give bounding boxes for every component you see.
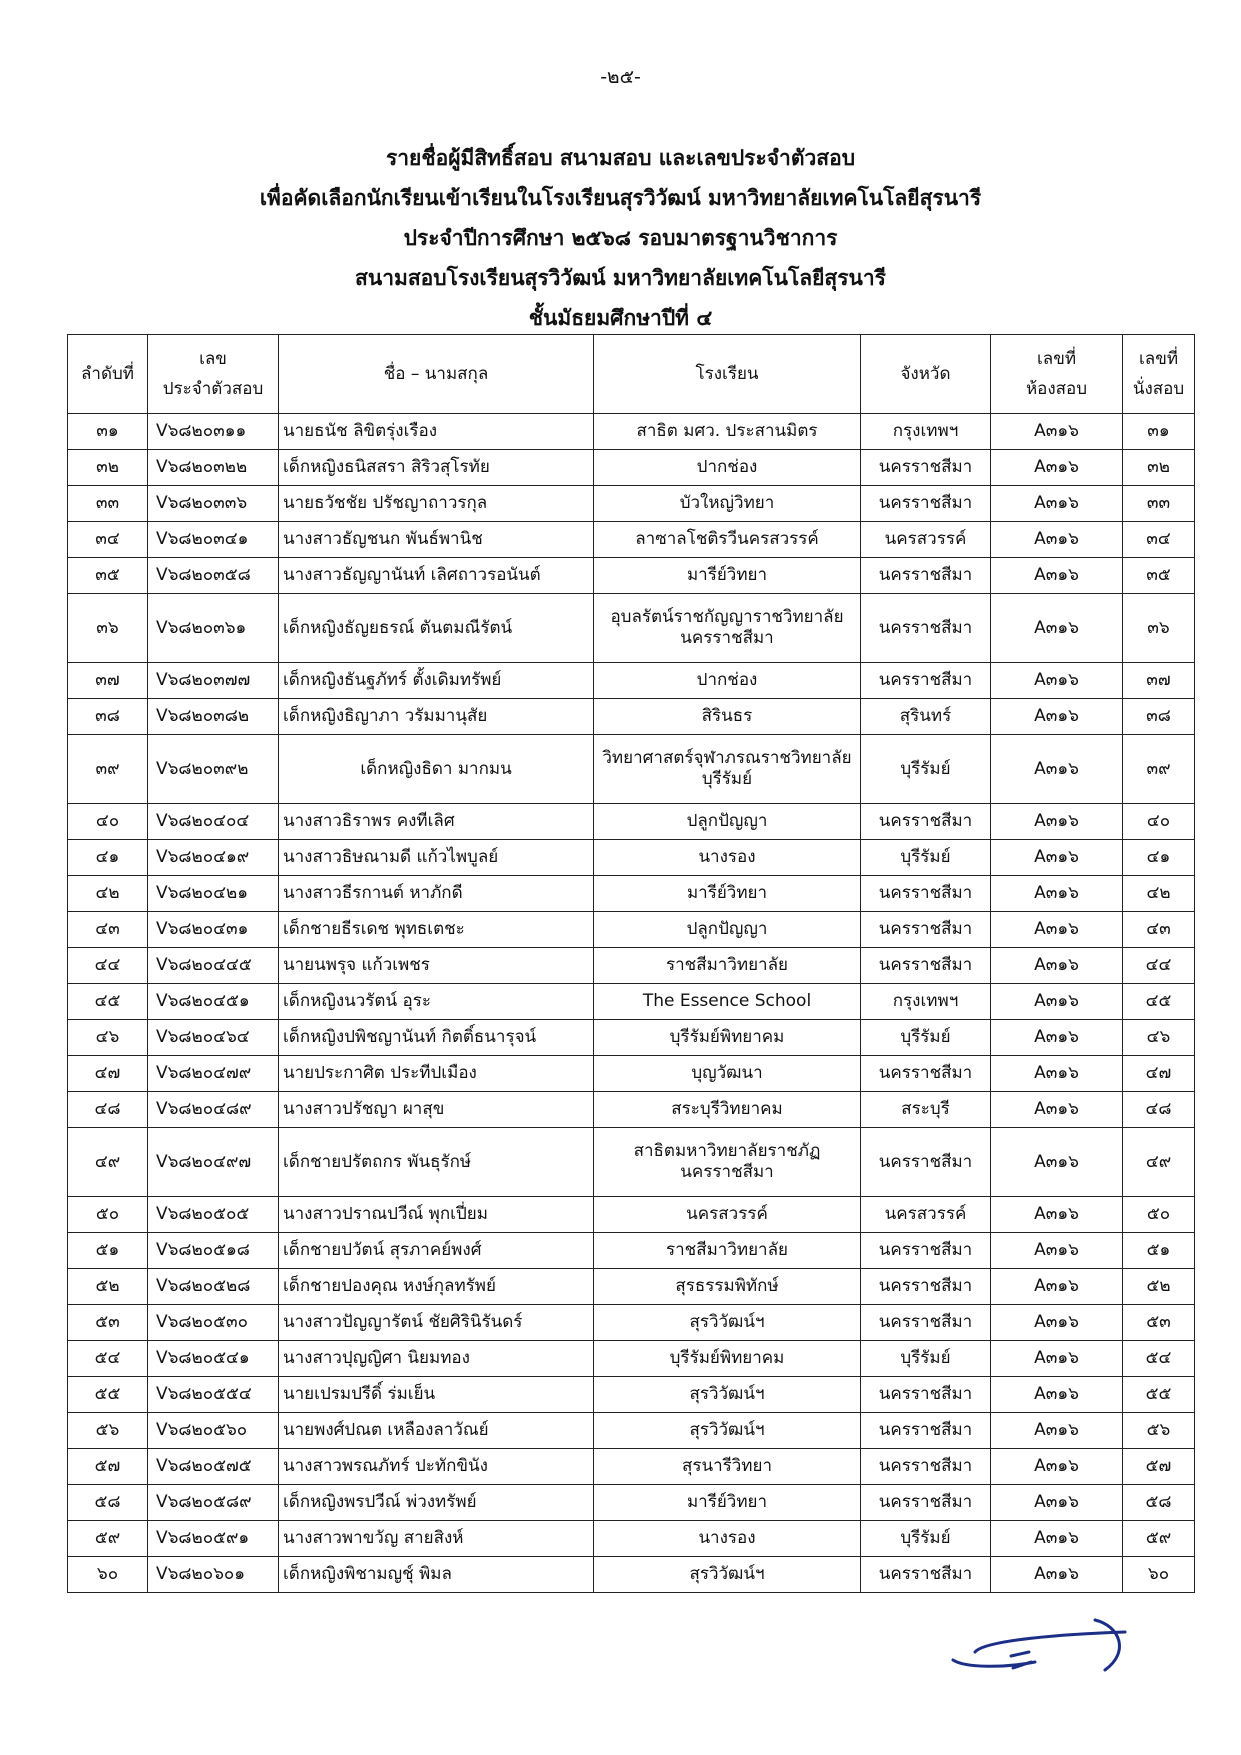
- cell-name: นายเปรมปรีดิ์ ร่มเย็น: [279, 1377, 594, 1413]
- cell-province: นครราชสีมา: [861, 594, 991, 663]
- cell-school: The Essence School: [594, 984, 861, 1020]
- table-row: [68, 984, 1195, 1020]
- cell-school: วิทยาศาสตร์จุฬาภรณราชวิทยาลัย บุรีรัมย์: [594, 735, 861, 804]
- cell-seat: ๔๖: [1123, 1020, 1195, 1056]
- table-row: [68, 1128, 1195, 1197]
- cell-id: V๖๘๒๐๓๓๖: [148, 486, 279, 522]
- cell-province: นครราชสีมา: [861, 948, 991, 984]
- cell-school: สุรวิวัฒน์ฯ: [594, 1413, 861, 1449]
- table-row: [68, 594, 1195, 663]
- header-school: [594, 335, 861, 414]
- cell-seat: ๓๓: [1123, 486, 1195, 522]
- table-row: [68, 1233, 1195, 1269]
- cell-school: สุรวิวัฒน์ฯ: [594, 1305, 861, 1341]
- table-row: [68, 1092, 1195, 1128]
- table-row: [68, 1056, 1195, 1092]
- cell-seat: ๓๖: [1123, 594, 1195, 663]
- cell-name: เด็กชายปวัตน์ สุรภาคย์พงศ์: [279, 1233, 594, 1269]
- cell-school: สิรินธร: [594, 699, 861, 735]
- cell-seq: ๔๕: [68, 984, 148, 1020]
- document-header: [0, 138, 1241, 338]
- cell-province: นครราชสีมา: [861, 1233, 991, 1269]
- cell-room: A๓๑๖: [991, 699, 1123, 735]
- header-name: [279, 335, 594, 414]
- cell-school: นครสวรรค์: [594, 1197, 861, 1233]
- cell-seat: ๔๗: [1123, 1056, 1195, 1092]
- cell-seat: ๕๑: [1123, 1233, 1195, 1269]
- cell-seat: ๓๕: [1123, 558, 1195, 594]
- cell-province: บุรีรัมย์: [861, 735, 991, 804]
- cell-name: นางสาวปราณปวีณ์ พุกเปี่ยม: [279, 1197, 594, 1233]
- cell-room: A๓๑๖: [991, 948, 1123, 984]
- header-room-line2: ห้องสอบ: [1025, 379, 1088, 399]
- cell-name: เด็กหญิงธันฐภัทร์ ตั้งเดิมทรัพย์: [279, 663, 594, 699]
- cell-room: A๓๑๖: [991, 1056, 1123, 1092]
- cell-school: มารีย์วิทยา: [594, 558, 861, 594]
- cell-room: A๓๑๖: [991, 804, 1123, 840]
- cell-id: V๖๘๒๐๓๖๑: [148, 594, 279, 663]
- header-id-line2: ประจำตัวสอบ: [162, 379, 264, 399]
- cell-room: A๓๑๖: [991, 1449, 1123, 1485]
- cell-name: เด็กหญิงพรปวีณ์ พ่วงทรัพย์: [279, 1485, 594, 1521]
- cell-province: นครสวรรค์: [861, 1197, 991, 1233]
- table-row: [68, 1413, 1195, 1449]
- cell-id: V๖๘๒๐๓๘๒: [148, 699, 279, 735]
- cell-name: เด็กหญิงปพิชญานันท์ กิตติ์ธนารุจน์: [279, 1020, 594, 1056]
- table-row: [68, 663, 1195, 699]
- header-room: [991, 335, 1123, 414]
- cell-seat: ๕๗: [1123, 1449, 1195, 1485]
- cell-id: V๖๘๒๐๕๑๘: [148, 1233, 279, 1269]
- cell-seat: ๓๑: [1123, 414, 1195, 450]
- header-line-5: ชั้นมัธยมศึกษาปีที่ ๔: [528, 306, 713, 330]
- cell-name: เด็กหญิงธนิสสรา สิริวสุโรทัย: [279, 450, 594, 486]
- cell-id: V๖๘๒๐๔๐๔: [148, 804, 279, 840]
- cell-room: A๓๑๖: [991, 1377, 1123, 1413]
- cell-seat: ๕๓: [1123, 1305, 1195, 1341]
- cell-id: V๖๘๒๐๕๖๐: [148, 1413, 279, 1449]
- cell-province: นครสวรรค์: [861, 522, 991, 558]
- cell-school: ปากช่อง: [594, 663, 861, 699]
- cell-id: V๖๘๒๐๔๒๑: [148, 876, 279, 912]
- cell-id: V๖๘๒๐๔๗๙: [148, 1056, 279, 1092]
- cell-room: A๓๑๖: [991, 876, 1123, 912]
- cell-province: นครราชสีมา: [861, 558, 991, 594]
- cell-seat: ๓๗: [1123, 663, 1195, 699]
- cell-name: นางสาวพาขวัญ สายสิงห์: [279, 1521, 594, 1557]
- cell-seq: ๕๓: [68, 1305, 148, 1341]
- cell-name: นางสาวปรัชญา ผาสุข: [279, 1092, 594, 1128]
- signature-mark: [945, 1612, 1145, 1682]
- cell-id: V๖๘๒๐๕๙๑: [148, 1521, 279, 1557]
- cell-province: นครราชสีมา: [861, 1557, 991, 1593]
- cell-room: A๓๑๖: [991, 1521, 1123, 1557]
- cell-school: สุรธรรมพิทักษ์: [594, 1269, 861, 1305]
- cell-seq: ๕๒: [68, 1269, 148, 1305]
- cell-province: สุรินทร์: [861, 699, 991, 735]
- cell-province: นครราชสีมา: [861, 1056, 991, 1092]
- cell-room: A๓๑๖: [991, 1233, 1123, 1269]
- cell-seat: ๓๘: [1123, 699, 1195, 735]
- cell-province: บุรีรัมย์: [861, 1521, 991, 1557]
- cell-id: V๖๘๒๐๕๒๘: [148, 1269, 279, 1305]
- cell-id: V๖๘๒๐๔๓๑: [148, 912, 279, 948]
- cell-province: บุรีรัมย์: [861, 840, 991, 876]
- cell-province: นครราชสีมา: [861, 1128, 991, 1197]
- table-row: [68, 1341, 1195, 1377]
- cell-id: V๖๘๒๐๕๘๙: [148, 1485, 279, 1521]
- cell-room: A๓๑๖: [991, 1197, 1123, 1233]
- table-row: [68, 1521, 1195, 1557]
- cell-id: V๖๘๒๐๓๑๑: [148, 414, 279, 450]
- cell-room: A๓๑๖: [991, 1305, 1123, 1341]
- cell-school: มารีย์วิทยา: [594, 876, 861, 912]
- cell-room: A๓๑๖: [991, 450, 1123, 486]
- cell-room: A๓๑๖: [991, 1092, 1123, 1128]
- cell-seat: ๓๒: [1123, 450, 1195, 486]
- cell-school: บุรีรัมย์พิทยาคม: [594, 1341, 861, 1377]
- header-line-3: ประจำปีการศึกษา ๒๕๖๘ รอบมาตรฐานวิชาการ: [403, 226, 838, 250]
- cell-name: นายธนัช ลิขิตรุ่งเรือง: [279, 414, 594, 450]
- table-row: [68, 1197, 1195, 1233]
- header-room-line1: เลขที่: [1036, 349, 1077, 369]
- header-province: [861, 335, 991, 414]
- cell-seat: ๕๙: [1123, 1521, 1195, 1557]
- cell-school: สระบุรีวิทยาคม: [594, 1092, 861, 1128]
- cell-seq: ๕๑: [68, 1233, 148, 1269]
- cell-name: นางสาวธัญชนก พันธ์พานิช: [279, 522, 594, 558]
- cell-seq: ๕๙: [68, 1521, 148, 1557]
- page-number: -๒๕-: [600, 66, 641, 88]
- cell-seq: ๓๒: [68, 450, 148, 486]
- cell-name: นางสาวธัญญานันท์ เลิศถาวรอนันต์: [279, 558, 594, 594]
- cell-province: นครราชสีมา: [861, 1413, 991, 1449]
- cell-name: นางสาวพรณภัทร์ ปะทักขินัง: [279, 1449, 594, 1485]
- cell-seq: ๔๓: [68, 912, 148, 948]
- cell-seq: ๕๖: [68, 1413, 148, 1449]
- cell-province: นครราชสีมา: [861, 1449, 991, 1485]
- cell-seat: ๓๙: [1123, 735, 1195, 804]
- table-row: [68, 1557, 1195, 1593]
- cell-id: V๖๘๒๐๖๐๑: [148, 1557, 279, 1593]
- cell-seq: ๔๙: [68, 1128, 148, 1197]
- cell-seq: ๓๘: [68, 699, 148, 735]
- cell-name: นางสาวปุญญิศา นิยมทอง: [279, 1341, 594, 1377]
- cell-name: นายนพรุจ แก้วเพชร: [279, 948, 594, 984]
- cell-seat: ๔๐: [1123, 804, 1195, 840]
- cell-province: กรุงเทพฯ: [861, 984, 991, 1020]
- table-row: [68, 840, 1195, 876]
- table-row: [68, 558, 1195, 594]
- cell-seat: ๕๒: [1123, 1269, 1195, 1305]
- cell-id: V๖๘๒๐๓๕๘: [148, 558, 279, 594]
- cell-id: V๖๘๒๐๓๒๒: [148, 450, 279, 486]
- header-id: [148, 335, 279, 414]
- cell-id: V๖๘๒๐๔๔๕: [148, 948, 279, 984]
- cell-province: นครราชสีมา: [861, 486, 991, 522]
- cell-school: สุรนารีวิทยา: [594, 1449, 861, 1485]
- cell-name: เด็กชายปรัตถกร พันธุรักษ์: [279, 1128, 594, 1197]
- cell-seat: ๔๙: [1123, 1128, 1195, 1197]
- header-seat-line2: นั่งสอบ: [1132, 379, 1185, 399]
- cell-school: สาธิตมหาวิทยาลัยราชภัฏ นครราชสีมา: [594, 1128, 861, 1197]
- table-row: [68, 948, 1195, 984]
- cell-school: ปลูกปัญญา: [594, 804, 861, 840]
- cell-province: บุรีรัมย์: [861, 1020, 991, 1056]
- cell-room: A๓๑๖: [991, 1485, 1123, 1521]
- cell-school: ปลูกปัญญา: [594, 912, 861, 948]
- cell-room: A๓๑๖: [991, 1341, 1123, 1377]
- cell-province: สระบุรี: [861, 1092, 991, 1128]
- cell-room: A๓๑๖: [991, 486, 1123, 522]
- header-school-label: โรงเรียน: [695, 364, 759, 384]
- table-row: [68, 1269, 1195, 1305]
- table-row: [68, 1449, 1195, 1485]
- cell-province: นครราชสีมา: [861, 1305, 991, 1341]
- table-row: [68, 486, 1195, 522]
- table-row: [68, 876, 1195, 912]
- cell-seq: ๖๐: [68, 1557, 148, 1593]
- cell-seat: ๓๔: [1123, 522, 1195, 558]
- cell-room: A๓๑๖: [991, 1020, 1123, 1056]
- table-row: [68, 699, 1195, 735]
- cell-province: นครราชสีมา: [861, 804, 991, 840]
- cell-id: V๖๘๒๐๕๗๕: [148, 1449, 279, 1485]
- cell-id: V๖๘๒๐๔๘๙: [148, 1092, 279, 1128]
- table-row: [68, 450, 1195, 486]
- cell-province: นครราชสีมา: [861, 1377, 991, 1413]
- cell-school: ราชสีมาวิทยาลัย: [594, 1233, 861, 1269]
- cell-name: นางสาวธิษณามดี แก้วไพบูลย์: [279, 840, 594, 876]
- header-line-1: รายชื่อผู้มีสิทธิ์สอบ สนามสอบ และเลขประจำตัวสอบ: [385, 146, 856, 170]
- cell-seq: ๓๓: [68, 486, 148, 522]
- header-line-2: เพื่อคัดเลือกนักเรียนเข้าเรียนในโรงเรียนสุรวิวัฒน์ มหาวิทยาลัยเทคโนโลยีสุรนารี: [259, 186, 982, 210]
- cell-seq: ๔๖: [68, 1020, 148, 1056]
- cell-province: นครราชสีมา: [861, 1269, 991, 1305]
- cell-name: เด็กหญิงนวรัตน์ อุระ: [279, 984, 594, 1020]
- cell-school: นางรอง: [594, 1521, 861, 1557]
- cell-room: A๓๑๖: [991, 414, 1123, 450]
- cell-province: นครราชสีมา: [861, 1485, 991, 1521]
- header-seq-label: ลำดับที่: [80, 364, 134, 384]
- cell-province: นครราชสีมา: [861, 663, 991, 699]
- cell-province: นครราชสีมา: [861, 876, 991, 912]
- cell-seq: ๔๐: [68, 804, 148, 840]
- cell-seat: ๕๐: [1123, 1197, 1195, 1233]
- cell-seq: ๕๕: [68, 1377, 148, 1413]
- cell-id: V๖๘๒๐๕๓๐: [148, 1305, 279, 1341]
- cell-name: เด็กหญิงธิญาภา วรัมมานุสัย: [279, 699, 594, 735]
- cell-school: นางรอง: [594, 840, 861, 876]
- table-row: [68, 1020, 1195, 1056]
- cell-school: สาธิต มศว. ประสานมิตร: [594, 414, 861, 450]
- cell-seq: ๔๑: [68, 840, 148, 876]
- cell-room: A๓๑๖: [991, 663, 1123, 699]
- cell-seat: ๔๓: [1123, 912, 1195, 948]
- cell-id: V๖๘๒๐๕๐๕: [148, 1197, 279, 1233]
- cell-id: V๖๘๒๐๕๕๔: [148, 1377, 279, 1413]
- cell-school: สุรวิวัฒน์ฯ: [594, 1377, 861, 1413]
- cell-name: เด็กชายปองคุณ หงษ์กุลทรัพย์: [279, 1269, 594, 1305]
- cell-name: นางสาวปัญญารัตน์ ชัยศิรินิรันดร์: [279, 1305, 594, 1341]
- table-row: [68, 912, 1195, 948]
- cell-name: นายประกาศิต ประทีปเมือง: [279, 1056, 594, 1092]
- header-seat: [1123, 335, 1195, 414]
- cell-seq: ๓๔: [68, 522, 148, 558]
- cell-room: A๓๑๖: [991, 984, 1123, 1020]
- cell-name: เด็กหญิงพิชามญชุ์ พิมล: [279, 1557, 594, 1593]
- cell-name: นางสาวธิราพร คงทีเลิศ: [279, 804, 594, 840]
- header-province-label: จังหวัด: [900, 364, 951, 384]
- header-seat-line1: เลขที่: [1138, 349, 1179, 369]
- cell-school: บัวใหญ่วิทยา: [594, 486, 861, 522]
- cell-seq: ๔๒: [68, 876, 148, 912]
- cell-name: นายพงศ์ปณต เหลืองลาวัณย์: [279, 1413, 594, 1449]
- cell-id: V๖๘๒๐๔๕๑: [148, 984, 279, 1020]
- table-header-row: [68, 335, 1195, 414]
- cell-room: A๓๑๖: [991, 1128, 1123, 1197]
- cell-seq: ๔๔: [68, 948, 148, 984]
- cell-seat: ๔๕: [1123, 984, 1195, 1020]
- cell-seat: ๕๔: [1123, 1341, 1195, 1377]
- cell-seq: ๕๘: [68, 1485, 148, 1521]
- cell-name: นายธวัชชัย ปรัชญาถาวรกุล: [279, 486, 594, 522]
- cell-seq: ๔๗: [68, 1056, 148, 1092]
- cell-room: A๓๑๖: [991, 522, 1123, 558]
- cell-seq: ๓๗: [68, 663, 148, 699]
- cell-seq: ๓๙: [68, 735, 148, 804]
- cell-name: นางสาวธีรกานต์ หาภักดี: [279, 876, 594, 912]
- candidate-table: [67, 334, 1195, 1593]
- cell-school: อุบลรัตน์ราชกัญญาราชวิทยาลัย นครราชสีมา: [594, 594, 861, 663]
- cell-school: ลาซาลโชติรวีนครสวรรค์: [594, 522, 861, 558]
- cell-province: บุรีรัมย์: [861, 1341, 991, 1377]
- cell-seq: ๓๑: [68, 414, 148, 450]
- cell-id: V๖๘๒๐๓๗๗: [148, 663, 279, 699]
- header-line-4: สนามสอบโรงเรียนสุรวิวัฒน์ มหาวิทยาลัยเทคโนโลยีสุรนารี: [355, 266, 886, 290]
- cell-seq: ๕๔: [68, 1341, 148, 1377]
- cell-room: A๓๑๖: [991, 1557, 1123, 1593]
- cell-room: A๓๑๖: [991, 840, 1123, 876]
- table-row: [68, 1377, 1195, 1413]
- table-row: [68, 1485, 1195, 1521]
- cell-id: V๖๘๒๐๔๖๔: [148, 1020, 279, 1056]
- cell-room: A๓๑๖: [991, 558, 1123, 594]
- table-body: [68, 414, 1195, 1593]
- cell-id: V๖๘๒๐๓๙๒: [148, 735, 279, 804]
- cell-room: A๓๑๖: [991, 735, 1123, 804]
- cell-province: นครราชสีมา: [861, 912, 991, 948]
- cell-school: มารีย์วิทยา: [594, 1485, 861, 1521]
- table-row: [68, 522, 1195, 558]
- cell-name: เด็กหญิงธิดา มากมน: [279, 735, 594, 804]
- cell-seq: ๔๘: [68, 1092, 148, 1128]
- cell-school: บุญวัฒนา: [594, 1056, 861, 1092]
- cell-school: บุรีรัมย์พิทยาคม: [594, 1020, 861, 1056]
- cell-school: สุรวิวัฒน์ฯ: [594, 1557, 861, 1593]
- cell-id: V๖๘๒๐๓๔๑: [148, 522, 279, 558]
- header-id-line1: เลข: [199, 349, 227, 369]
- table-row: [68, 1305, 1195, 1341]
- cell-room: A๓๑๖: [991, 594, 1123, 663]
- cell-seq: ๕๐: [68, 1197, 148, 1233]
- table-row: [68, 735, 1195, 804]
- cell-seat: ๕๕: [1123, 1377, 1195, 1413]
- cell-seat: ๖๐: [1123, 1557, 1195, 1593]
- cell-seat: ๔๘: [1123, 1092, 1195, 1128]
- cell-seat: ๕๘: [1123, 1485, 1195, 1521]
- cell-province: นครราชสีมา: [861, 450, 991, 486]
- table-row: [68, 414, 1195, 450]
- header-seq: [68, 335, 148, 414]
- cell-name: เด็กหญิงธัญยธรณ์ ตันตมณีรัตน์: [279, 594, 594, 663]
- cell-room: A๓๑๖: [991, 912, 1123, 948]
- cell-school: ปากช่อง: [594, 450, 861, 486]
- cell-province: กรุงเทพฯ: [861, 414, 991, 450]
- cell-id: V๖๘๒๐๔๙๗: [148, 1128, 279, 1197]
- header-name-label: ชื่อ – นามสกุล: [383, 364, 489, 384]
- cell-room: A๓๑๖: [991, 1269, 1123, 1305]
- cell-name: เด็กชายธีรเดช พุทธเตชะ: [279, 912, 594, 948]
- cell-seat: ๔๔: [1123, 948, 1195, 984]
- cell-room: A๓๑๖: [991, 1413, 1123, 1449]
- cell-seat: ๕๖: [1123, 1413, 1195, 1449]
- cell-seq: ๓๖: [68, 594, 148, 663]
- table-row: [68, 804, 1195, 840]
- cell-seq: ๕๗: [68, 1449, 148, 1485]
- cell-seat: ๔๒: [1123, 876, 1195, 912]
- cell-seq: ๓๕: [68, 558, 148, 594]
- cell-school: ราชสีมาวิทยาลัย: [594, 948, 861, 984]
- cell-seat: ๔๑: [1123, 840, 1195, 876]
- cell-id: V๖๘๒๐๕๔๑: [148, 1341, 279, 1377]
- cell-id: V๖๘๒๐๔๑๙: [148, 840, 279, 876]
